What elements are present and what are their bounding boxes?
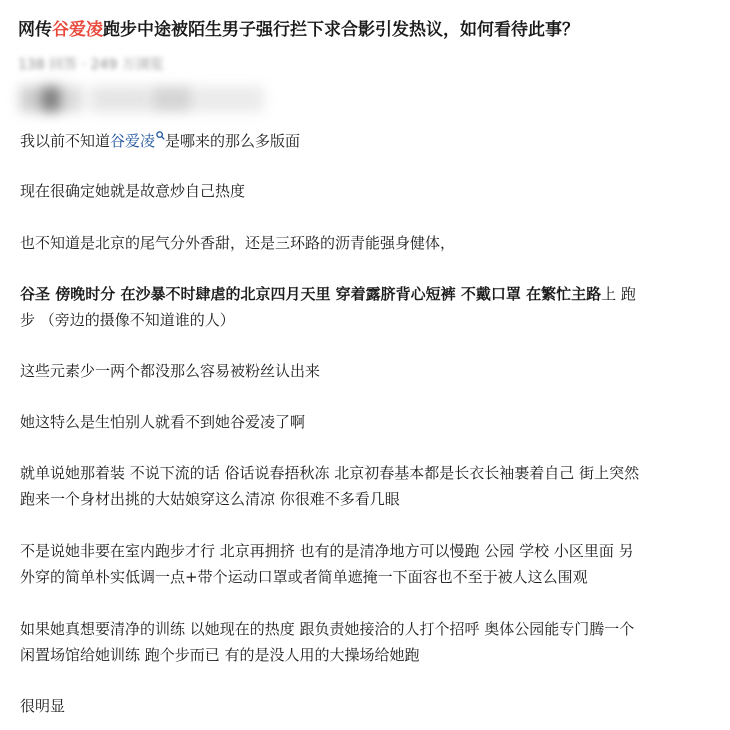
question-title[interactable] (18, 18, 718, 42)
answer-paragraph: 很明显 (20, 697, 66, 715)
title-prefix: 网传 (18, 20, 52, 40)
title-suffix: 跑步中途被陌生男子强行拦下求合影引发热议，如何看待此事？ (103, 20, 579, 40)
answer-paragraph: 也不知道是北京的尾气分外香甜，还是三环路的沥青能强身健体， (20, 234, 456, 252)
answer-paragraph-line: 跑来一个身材出挑的大姑娘穿这么清凉 你很难不多看几眼 (20, 490, 400, 508)
question-stats: 138 回答 · 249 万浏览 (18, 57, 164, 73)
answer-paragraph (20, 281, 636, 307)
search-icon[interactable] (156, 131, 165, 140)
blurred-author-info (12, 80, 312, 120)
answer-paragraph: 她这特么是生怕别人就看不到她谷爱凌了啊 (20, 413, 306, 431)
answer-paragraph-line: 步 （旁边的摄像不知道谁的人） (20, 311, 235, 329)
paragraph-text: 上 跑 (601, 285, 636, 303)
topic-link-gu-ailing[interactable] (110, 132, 165, 150)
answer-paragraph (20, 128, 300, 154)
topic-link-text[interactable]: 谷爱凌 (110, 132, 156, 150)
answer-paragraph: 如果她真想要清净的训练 以她现在的热度 跟负责她接洽的人打个招呼 奥体公园能专门腾一个 (20, 620, 635, 638)
answer-paragraph-line: 外穿的简单朴实低调一点+带个运动口罩或者简单遮掩一下面容也不至于被人这么围观 (20, 568, 588, 586)
answer-paragraph-line: 闲置场馆给她训练 跑个步而已 有的是没人用的大操场给她跑 (20, 646, 420, 664)
answer-paragraph: 就单说她那着装 不说下流的话 俗话说春捂秋冻 北京初春基本都是长衣长袖裹着自己 街上突然 (20, 464, 640, 482)
paragraph-text: 我以前不知道 (20, 132, 111, 150)
paragraph-text: 是哪来的那么多版面 (165, 132, 301, 150)
answer-paragraph: 不是说她非要在室内跑步才行 北京再拥挤 也有的是清净地方可以慢跑 公园 学校 小区里面 另 (20, 542, 634, 560)
answer-paragraph: 这些元素少一两个都没那么容易被粉丝认出来 (20, 362, 321, 380)
answer-paragraph: 现在很确定她就是故意炒自己热度 (20, 182, 246, 200)
title-highlight: 谷爱凌 (52, 20, 103, 40)
bold-text: 谷圣 傍晚时分 在沙暴不时肆虐的北京四月天里 穿着露脐背心短裤 不戴口罩 在繁忙主路 (20, 285, 602, 303)
